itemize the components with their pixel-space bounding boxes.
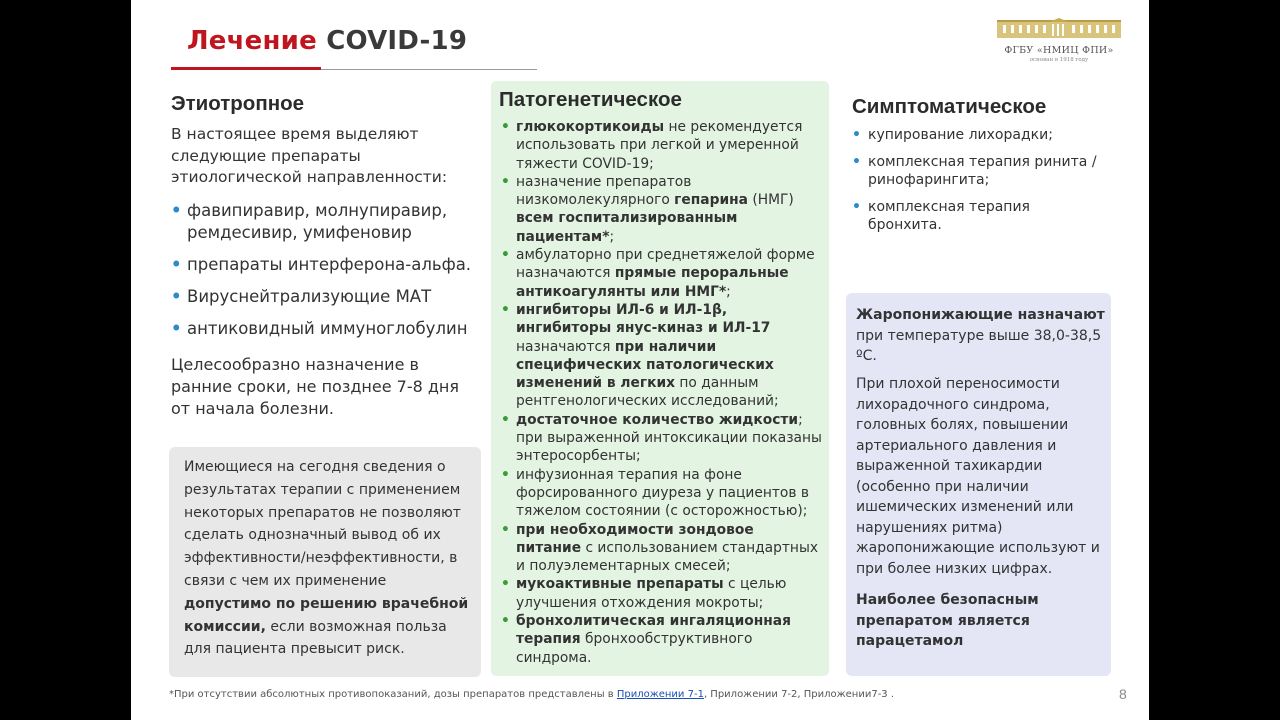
col-pathogenetic-title: Патогенетическое: [499, 88, 682, 111]
col-etiotropic-title: Этиотропное: [171, 92, 305, 115]
list-item: • бронхолитическая ингаляционная терапия бронхообструктивного синдрома.: [501, 613, 791, 666]
list-item: • купирование лихорадки;: [852, 127, 1053, 143]
list-item: • достаточное количество жидкости; при выраженной интоксикации показаны энтеросорбенты;: [501, 411, 822, 465]
list-item: • мукоактивные препараты с целью улучшения отхождения мокроты;: [501, 576, 787, 611]
antipyretic-panel: [846, 293, 1111, 676]
bullet-icon: •: [852, 153, 861, 170]
pathogenetic-list: [501, 118, 823, 667]
logo-text: ФГБУ «НМИЦ ФПИ»: [1004, 45, 1114, 56]
bullet-icon: •: [501, 466, 510, 483]
list-item: • препараты интерферона-альфа.: [171, 255, 472, 274]
bullet-icon: •: [501, 576, 510, 593]
page-title: [187, 26, 467, 56]
list-item: • глюкокортикоиды не рекомендуется использовать при легкой и умеренной тяжести COVID-19;: [501, 119, 803, 172]
antipyretic-details: При плохой переносимости лихорадочного синдрома, головных болях, повышении артериального давления и выраженной тахикардии (особенно при наличии ишемических изменений или нарушениях ритма) жаропонижающие используют и при более низких цифрах.: [856, 376, 1100, 577]
list-item: • при необходимости зондовое питание с использованием стандартных и полуэлементарных смесей;: [501, 521, 818, 575]
etiotropic-note-panel: [169, 447, 481, 677]
bullet-icon: •: [501, 301, 510, 318]
bullet-icon: •: [501, 613, 510, 630]
bullet-icon: •: [501, 119, 510, 135]
institution-logo: [997, 18, 1121, 66]
antipyretic-indication: Жаропонижающие назначают при температуре выше 38,0-38,5 ºС.: [856, 307, 1105, 364]
antipyretic-safest: Наиболее безопасным препаратом является парацетамол: [856, 592, 1039, 649]
title-red-part: Лечение: [187, 26, 317, 56]
symptomatic-list: [852, 126, 1102, 243]
etiotropic-recommendation: Целесообразно назначение в ранние сроки, не позднее 7-8 дня от начала болезни.: [171, 355, 459, 418]
bullet-icon: •: [171, 319, 182, 338]
logo-subtext: основан в 1918 году: [1029, 57, 1089, 63]
footnote: *При отсутствии абсолютных противопоказаний, дозы препаратов представлены в Приложении 7-1, Приложении 7-2, Приложении7-3 .: [169, 689, 895, 700]
bullet-icon: •: [852, 127, 861, 143]
col-etiotropic-intro: В настоящее время выделяют следующие препараты этиологической направленности:: [171, 125, 448, 186]
list-item: • инфузионная терапия на фоне форсированного диуреза у пациентов в тяжелом состоянии (с осторожностью);: [501, 466, 810, 520]
title-underline: [321, 69, 537, 70]
appendix-link[interactable]: Приложении 7-1: [616, 689, 704, 700]
page-number: 8: [1119, 686, 1127, 702]
list-item: • назначение препаратов низкомолекулярного гепарина (НМГ) всем госпитализированным пациентам*;: [501, 173, 794, 245]
bullet-icon: •: [852, 198, 861, 215]
slide: [131, 0, 1149, 720]
bullet-icon: •: [501, 247, 510, 264]
etiotropic-list: [171, 200, 481, 350]
bullet-icon: •: [501, 521, 510, 538]
bullet-icon: •: [171, 255, 182, 274]
list-item: • фавипиравир, молнупиравир, ремдесивир, умифеновир: [171, 201, 448, 242]
building-icon: [997, 18, 1121, 38]
bullet-icon: •: [501, 411, 510, 428]
title-dark-part: COVID-19: [326, 26, 468, 56]
title-underline-accent: [171, 67, 321, 70]
col-symptomatic-title: Симптоматическое: [852, 95, 1047, 118]
list-item: • комплексная терапия бронхита.: [852, 198, 1030, 233]
bullet-icon: •: [171, 287, 182, 306]
list-item: • ингибиторы ИЛ-6 и ИЛ-1β, ингибиторы янус-киназ и ИЛ-17 назначаются при наличии специфических патологических изменений в легких по данным рентгенологических исследований;: [501, 301, 779, 410]
list-item: • Вируснейтрализующие МАТ: [171, 287, 432, 306]
list-item: • комплексная терапия ринита / ринофарингита;: [852, 153, 1097, 188]
list-item: • амбулаторно при среднетяжелой форме назначаются прямые пероральные антикоагулянты или НМГ*;: [501, 247, 815, 300]
bullet-icon: •: [171, 201, 182, 220]
bullet-icon: •: [501, 173, 510, 190]
list-item: • антиковидный иммуноглобулин: [171, 319, 468, 338]
etiotropic-note: Имеющиеся на сегодня сведения о результатах терапии с применением некоторых препаратов не позволяют сделать однозначный вывод об их эффективности/неэффективности, в связи с чем их применение допустимо по решению врачебной комиссии, если возможная польза для пациента превысит риск.: [184, 459, 469, 658]
